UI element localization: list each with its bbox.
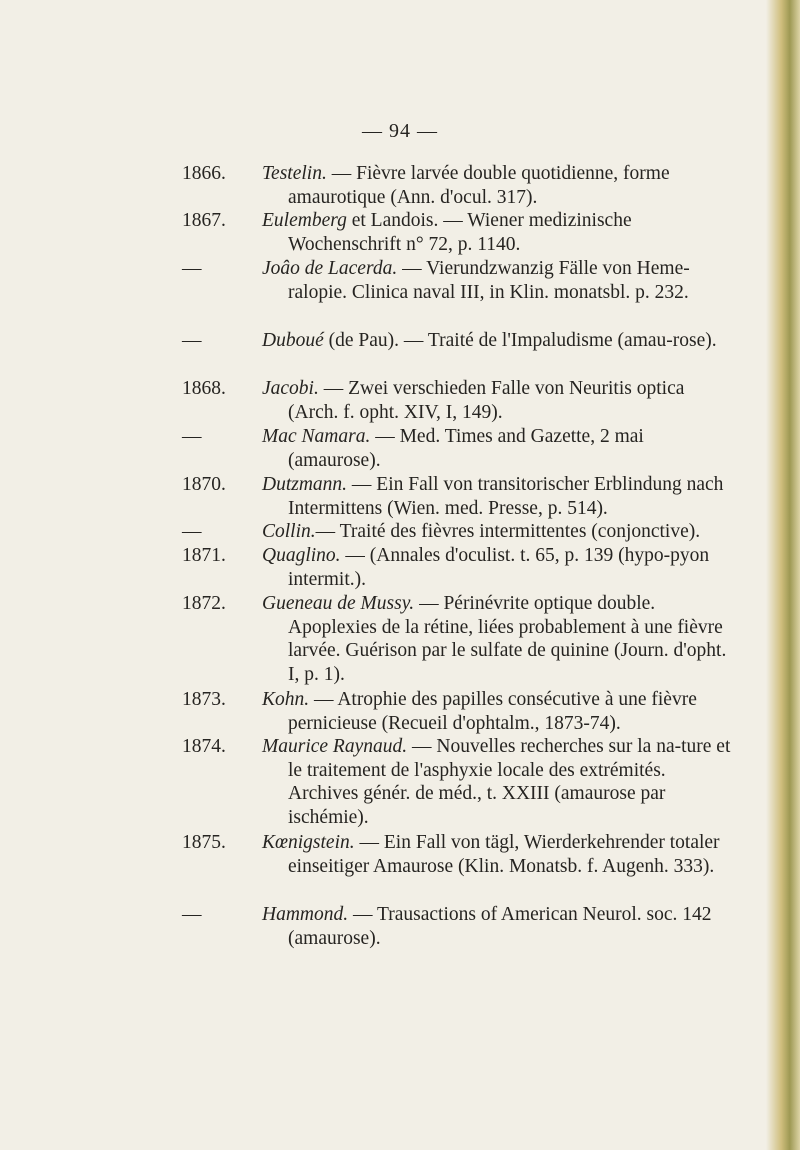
- entry-text: [0, 592, 738, 687]
- entry-text: [0, 688, 738, 735]
- entry-text: [0, 425, 738, 472]
- entry-author: Maurice Raynaud.: [262, 736, 408, 757]
- entry-citation: — Trausactions of American Neurol. soc. 142 (amaurose).: [288, 904, 712, 949]
- entry-author: Gueneau de Mussy.: [262, 593, 415, 614]
- entry-citation: — Périnévrite optique double. Apoplexies de la rétine, liées probablement à une fièvre larvée. Guérison par le sulfate de quinine (Journ. d'opht. I, p. 1).: [288, 593, 727, 686]
- entry-text: [0, 377, 738, 424]
- entry-author: Collin.: [262, 521, 316, 542]
- bibliography-entry: [0, 592, 800, 688]
- entry-author: Jacobi.: [262, 378, 319, 399]
- bibliography-entry: [0, 209, 800, 257]
- entry-author: Eulemberg: [262, 210, 347, 231]
- entry-citation: — Vierundzwanzig Fälle von Heme-ralopie. Clinica naval III, in Klin. monatsbl. p. 232.: [288, 258, 690, 303]
- entry-year: 1871.: [182, 545, 226, 566]
- entry-year: —: [182, 330, 202, 351]
- entry-citation: (de Pau). — Traité de l'Impaludisme (amau-rose).: [323, 330, 717, 351]
- entry-year: —: [182, 258, 202, 279]
- entry-citation: — Med. Times and Gazette, 2 mai (amaurose).: [288, 426, 644, 471]
- entry-author: Dutzmann.: [262, 474, 348, 495]
- entry-citation: et Landois. — Wiener medizinische Wochenschrift n° 72, p. 1140.: [288, 210, 632, 255]
- entry-text: [0, 903, 738, 950]
- page-number: — 94 —: [362, 120, 438, 142]
- entry-author: Testelin.: [262, 163, 327, 184]
- entry-author: Mac Namara.: [262, 426, 371, 447]
- entry-text: [0, 473, 738, 520]
- bibliography-entry: [0, 831, 800, 903]
- entry-year: 1867.: [182, 210, 226, 231]
- entry-author: Kœnigstein.: [262, 832, 355, 853]
- entry-citation: — Ein Fall von tägl, Wierderkehrender totaler einseitiger Amaurose (Klin. Monatsb. f. Augenh. 333).: [288, 832, 720, 877]
- entry-author: Hammond.: [262, 904, 349, 925]
- entry-year: —: [182, 904, 202, 925]
- entry-text: [0, 735, 738, 830]
- entry-citation: — Fièvre larvée double quotidienne, forme amaurotique (Ann. d'ocul. 317).: [288, 163, 670, 208]
- entry-citation: — Traité des fièvres intermittentes (conjonctive).: [315, 521, 701, 542]
- bibliography-entry: [0, 377, 800, 425]
- entry-author: Joâo de Lacerda.: [262, 258, 398, 279]
- entry-text: [0, 329, 738, 353]
- entry-author: Quaglino.: [262, 545, 341, 566]
- entry-year: 1873.: [182, 689, 226, 710]
- entry-citation: — Ein Fall von transitorischer Erblindung nach Intermittens (Wien. med. Presse, p. 514).: [288, 474, 724, 519]
- entry-citation: — Atrophie des papilles consécutive à une fièvre pernicieuse (Recueil d'ophtalm., 1873-74).: [288, 689, 697, 734]
- entry-text: [0, 162, 738, 209]
- entry-year: 1866.: [182, 163, 226, 184]
- bibliography-entry: [0, 735, 800, 831]
- bibliography-entry: [0, 425, 800, 473]
- entry-year: 1872.: [182, 593, 226, 614]
- entry-citation: — Nouvelles recherches sur la na-ture et le traitement de l'asphyxie locale des extrémités. Archives génér. de méd., t. XXIII (amaurose par ischémie).: [288, 736, 731, 829]
- bibliography-entry: [0, 544, 800, 592]
- entry-text: [0, 209, 738, 256]
- bibliography-entry: [0, 257, 800, 329]
- entry-citation: — Zwei verschieden Falle von Neuritis optica (Arch. f. opht. XIV, I, 149).: [288, 378, 685, 423]
- entry-author: Duboué: [262, 330, 324, 351]
- bibliography-entry: [0, 162, 800, 209]
- bibliography-entry: [0, 329, 800, 377]
- entry-year: —: [182, 521, 202, 542]
- entry-text: [0, 257, 738, 304]
- entry-year: 1875.: [182, 832, 226, 853]
- entry-text: [0, 520, 738, 544]
- entry-text: [0, 544, 738, 591]
- entry-year: 1870.: [182, 474, 226, 495]
- bibliography-entry: [0, 520, 800, 544]
- entry-author: Kohn.: [262, 689, 310, 710]
- bibliography-entry: [0, 688, 800, 735]
- entry-citation: — (Annales d'oculist. t. 65, p. 139 (hypo-pyon intermit.).: [288, 545, 710, 590]
- bibliography-entry: [0, 473, 800, 520]
- bibliography-entry: [0, 903, 800, 951]
- entry-year: —: [182, 426, 202, 447]
- entry-year: 1874.: [182, 736, 226, 757]
- entry-text: [0, 831, 738, 878]
- bibliography-list: [0, 162, 800, 951]
- entry-year: 1868.: [182, 378, 226, 399]
